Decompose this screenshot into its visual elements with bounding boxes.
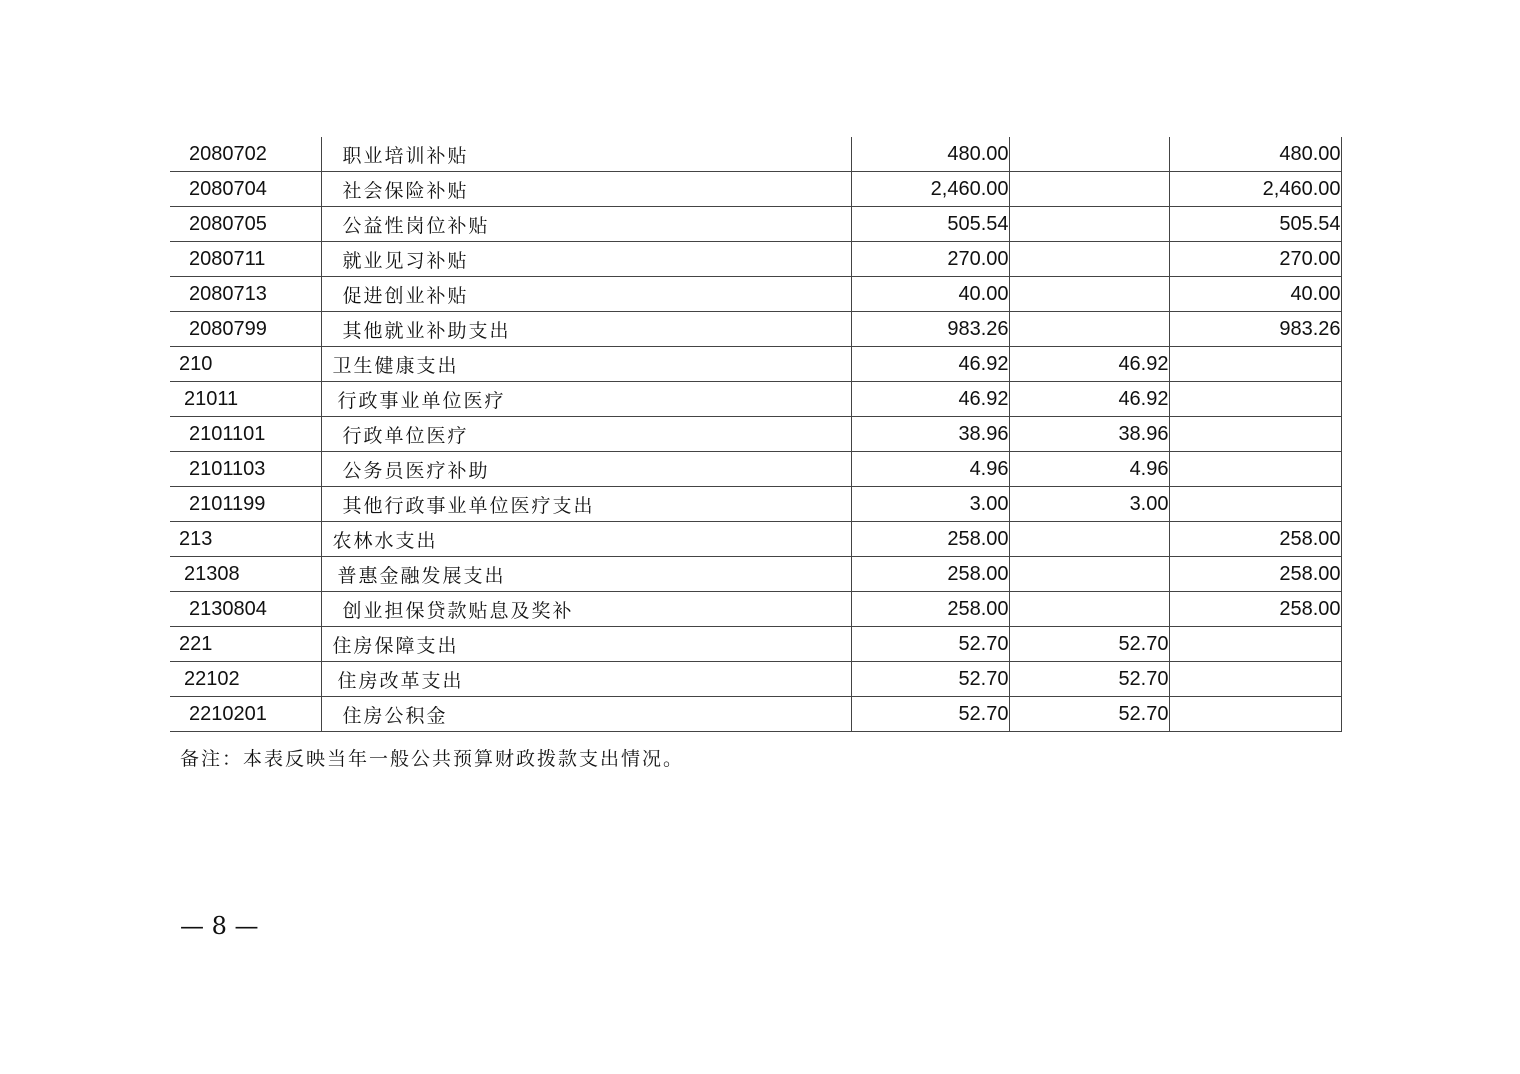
row-total: 505.54 bbox=[851, 207, 1009, 242]
row-code: 22102 bbox=[170, 662, 321, 697]
row-name: 行政单位医疗 bbox=[321, 417, 851, 452]
row-name: 住房改革支出 bbox=[321, 662, 851, 697]
row-basic-expenditure bbox=[1009, 207, 1169, 242]
row-name: 其他就业补助支出 bbox=[321, 312, 851, 347]
row-basic-expenditure bbox=[1009, 277, 1169, 312]
row-name: 创业担保贷款贴息及奖补 bbox=[321, 592, 851, 627]
row-name: 行政事业单位医疗 bbox=[321, 382, 851, 417]
row-basic-expenditure bbox=[1009, 592, 1169, 627]
row-code: 2080711 bbox=[170, 242, 321, 277]
row-basic-expenditure bbox=[1009, 137, 1169, 172]
row-project-expenditure: 258.00 bbox=[1169, 592, 1341, 627]
table-row bbox=[170, 382, 1341, 417]
row-basic-expenditure: 46.92 bbox=[1009, 382, 1169, 417]
row-name: 公务员医疗补助 bbox=[321, 452, 851, 487]
row-total: 258.00 bbox=[851, 592, 1009, 627]
table-row bbox=[170, 347, 1341, 382]
row-basic-expenditure: 3.00 bbox=[1009, 487, 1169, 522]
table-row bbox=[170, 487, 1341, 522]
row-total: 38.96 bbox=[851, 417, 1009, 452]
row-name: 住房公积金 bbox=[321, 697, 851, 732]
row-total: 258.00 bbox=[851, 522, 1009, 557]
table-row bbox=[170, 172, 1341, 207]
row-name: 公益性岗位补贴 bbox=[321, 207, 851, 242]
row-name: 普惠金融发展支出 bbox=[321, 557, 851, 592]
table-row bbox=[170, 312, 1341, 347]
table-row bbox=[170, 522, 1341, 557]
row-code: 221 bbox=[170, 627, 321, 662]
expenditure-table-body bbox=[170, 137, 1341, 732]
row-project-expenditure bbox=[1169, 452, 1341, 487]
row-project-expenditure: 40.00 bbox=[1169, 277, 1341, 312]
row-name: 农林水支出 bbox=[321, 522, 851, 557]
table-row bbox=[170, 662, 1341, 697]
row-name: 职业培训补贴 bbox=[321, 137, 851, 172]
row-code: 2101103 bbox=[170, 452, 321, 487]
row-total: 4.96 bbox=[851, 452, 1009, 487]
row-total: 270.00 bbox=[851, 242, 1009, 277]
row-project-expenditure bbox=[1169, 347, 1341, 382]
row-project-expenditure bbox=[1169, 627, 1341, 662]
row-code: 213 bbox=[170, 522, 321, 557]
row-name: 卫生健康支出 bbox=[321, 347, 851, 382]
row-code: 210 bbox=[170, 347, 321, 382]
row-total: 480.00 bbox=[851, 137, 1009, 172]
row-basic-expenditure: 46.92 bbox=[1009, 347, 1169, 382]
row-code: 2101199 bbox=[170, 487, 321, 522]
row-basic-expenditure: 52.70 bbox=[1009, 627, 1169, 662]
table-row bbox=[170, 207, 1341, 242]
row-code: 2101101 bbox=[170, 417, 321, 452]
row-name: 住房保障支出 bbox=[321, 627, 851, 662]
row-code: 2130804 bbox=[170, 592, 321, 627]
row-total: 52.70 bbox=[851, 627, 1009, 662]
row-project-expenditure: 2,460.00 bbox=[1169, 172, 1341, 207]
row-project-expenditure: 983.26 bbox=[1169, 312, 1341, 347]
table-row bbox=[170, 452, 1341, 487]
row-total: 46.92 bbox=[851, 347, 1009, 382]
row-basic-expenditure: 4.96 bbox=[1009, 452, 1169, 487]
row-project-expenditure: 480.00 bbox=[1169, 137, 1341, 172]
row-basic-expenditure: 52.70 bbox=[1009, 697, 1169, 732]
row-total: 46.92 bbox=[851, 382, 1009, 417]
row-code: 21011 bbox=[170, 382, 321, 417]
table-note: 备注：本表反映当年一般公共预算财政拨款支出情况。 bbox=[180, 748, 685, 770]
row-basic-expenditure bbox=[1009, 172, 1169, 207]
row-total: 2,460.00 bbox=[851, 172, 1009, 207]
row-basic-expenditure bbox=[1009, 242, 1169, 277]
row-basic-expenditure: 38.96 bbox=[1009, 417, 1169, 452]
row-name: 社会保险补贴 bbox=[321, 172, 851, 207]
expenditure-table bbox=[170, 137, 1342, 732]
row-project-expenditure bbox=[1169, 662, 1341, 697]
row-total: 983.26 bbox=[851, 312, 1009, 347]
table-row bbox=[170, 592, 1341, 627]
row-total: 3.00 bbox=[851, 487, 1009, 522]
row-code: 2080705 bbox=[170, 207, 321, 242]
page-number: — 8 — bbox=[180, 912, 259, 940]
row-project-expenditure: 258.00 bbox=[1169, 522, 1341, 557]
row-code: 2210201 bbox=[170, 697, 321, 732]
table-row bbox=[170, 242, 1341, 277]
row-project-expenditure: 505.54 bbox=[1169, 207, 1341, 242]
row-code: 2080799 bbox=[170, 312, 321, 347]
row-project-expenditure bbox=[1169, 697, 1341, 732]
row-project-expenditure bbox=[1169, 382, 1341, 417]
row-project-expenditure bbox=[1169, 417, 1341, 452]
row-total: 52.70 bbox=[851, 697, 1009, 732]
table-row bbox=[170, 417, 1341, 452]
table-row bbox=[170, 277, 1341, 312]
row-code: 21308 bbox=[170, 557, 321, 592]
row-total: 40.00 bbox=[851, 277, 1009, 312]
row-basic-expenditure: 52.70 bbox=[1009, 662, 1169, 697]
table-row bbox=[170, 627, 1341, 662]
table-row bbox=[170, 137, 1341, 172]
row-basic-expenditure bbox=[1009, 522, 1169, 557]
row-name: 促进创业补贴 bbox=[321, 277, 851, 312]
table-row bbox=[170, 697, 1341, 732]
row-total: 258.00 bbox=[851, 557, 1009, 592]
row-name: 就业见习补贴 bbox=[321, 242, 851, 277]
row-basic-expenditure bbox=[1009, 312, 1169, 347]
row-total: 52.70 bbox=[851, 662, 1009, 697]
row-code: 2080702 bbox=[170, 137, 321, 172]
row-name: 其他行政事业单位医疗支出 bbox=[321, 487, 851, 522]
row-basic-expenditure bbox=[1009, 557, 1169, 592]
row-project-expenditure bbox=[1169, 487, 1341, 522]
row-project-expenditure: 258.00 bbox=[1169, 557, 1341, 592]
row-code: 2080704 bbox=[170, 172, 321, 207]
row-code: 2080713 bbox=[170, 277, 321, 312]
row-project-expenditure: 270.00 bbox=[1169, 242, 1341, 277]
table-row bbox=[170, 557, 1341, 592]
